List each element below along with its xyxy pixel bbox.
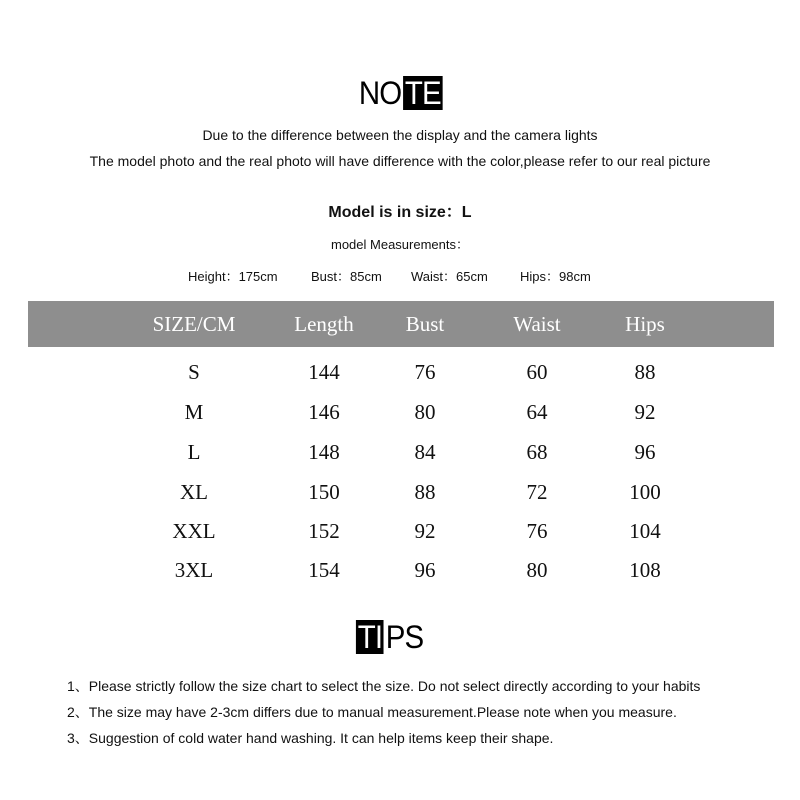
size-table-column-header: SIZE/CM: [152, 312, 236, 336]
size-table-value-cell: 154: [308, 558, 340, 582]
size-table-value-cell: 84: [414, 440, 436, 464]
size-table-column-header: Waist: [513, 312, 561, 336]
tip-item-3: 3、Suggestion of cold water hand washing. It can help items keep their shape.: [67, 730, 554, 746]
size-table-value-cell: 150: [308, 480, 340, 504]
size-table-value-cell: 88: [634, 360, 656, 384]
size-table-size-cell: L: [187, 440, 201, 464]
size-table-value-cell: 104: [629, 519, 661, 543]
note-text-line-2: The model photo and the real photo will have difference with the color,please refer to our real picture: [89, 153, 711, 169]
size-table-value-cell: 108: [629, 558, 661, 582]
model-bust: Bust：85cm: [311, 269, 382, 284]
model-waist: Waist：65cm: [411, 269, 488, 284]
size-table-value-cell: 152: [308, 519, 340, 543]
size-table-value-cell: 88: [414, 480, 436, 504]
model-measurements-label: model Measurements：: [331, 237, 469, 252]
model-hips: Hips：98cm: [520, 269, 591, 284]
size-table-value-cell: 72: [526, 480, 548, 504]
size-table-value-cell: 80: [414, 400, 436, 424]
model-height: Height：175cm: [188, 269, 278, 284]
note-heading-boxed: TE: [404, 75, 441, 111]
size-table-size-cell: XXL: [172, 519, 216, 543]
size-table-column-header: Bust: [405, 312, 445, 336]
size-table-value-cell: 146: [308, 400, 340, 424]
tip-item-2: 2、The size may have 2-3cm differs due to manual measurement.Please note when you measure.: [67, 704, 677, 720]
size-table-value-cell: 92: [634, 400, 656, 424]
model-size-text: Model is in size：L: [328, 204, 472, 221]
size-table-value-cell: 100: [629, 480, 661, 504]
tips-heading-plain: PS: [385, 619, 424, 655]
size-table-value-cell: 96: [634, 440, 656, 464]
size-table-value-cell: 80: [526, 558, 548, 582]
size-table-size-cell: S: [188, 360, 200, 384]
note-heading-plain: NO: [358, 75, 402, 111]
size-table-value-cell: 60: [526, 360, 548, 384]
size-table-size-cell: XL: [180, 480, 208, 504]
tip-item-1: 1、Please strictly follow the size chart to select the size. Do not select directly according to your habits: [67, 678, 701, 694]
size-table-value-cell: 68: [526, 440, 548, 464]
size-table-value-cell: 76: [526, 519, 548, 543]
size-table-value-cell: 144: [308, 360, 340, 384]
note-text-line-1: Due to the difference between the display and the camera lights: [202, 127, 598, 143]
size-table-size-cell: M: [184, 400, 204, 424]
size-table-value-cell: 148: [308, 440, 340, 464]
size-table-value-cell: 76: [414, 360, 436, 384]
size-table-column-header: Length: [294, 312, 354, 336]
size-table-value-cell: 64: [526, 400, 548, 424]
tips-heading-boxed: TI: [357, 619, 383, 655]
size-table-value-cell: 92: [414, 519, 436, 543]
tips-heading: [355, 620, 424, 654]
size-table-value-cell: 96: [414, 558, 436, 582]
size-table-size-cell: 3XL: [174, 558, 214, 582]
size-table-column-header: Hips: [625, 312, 665, 336]
